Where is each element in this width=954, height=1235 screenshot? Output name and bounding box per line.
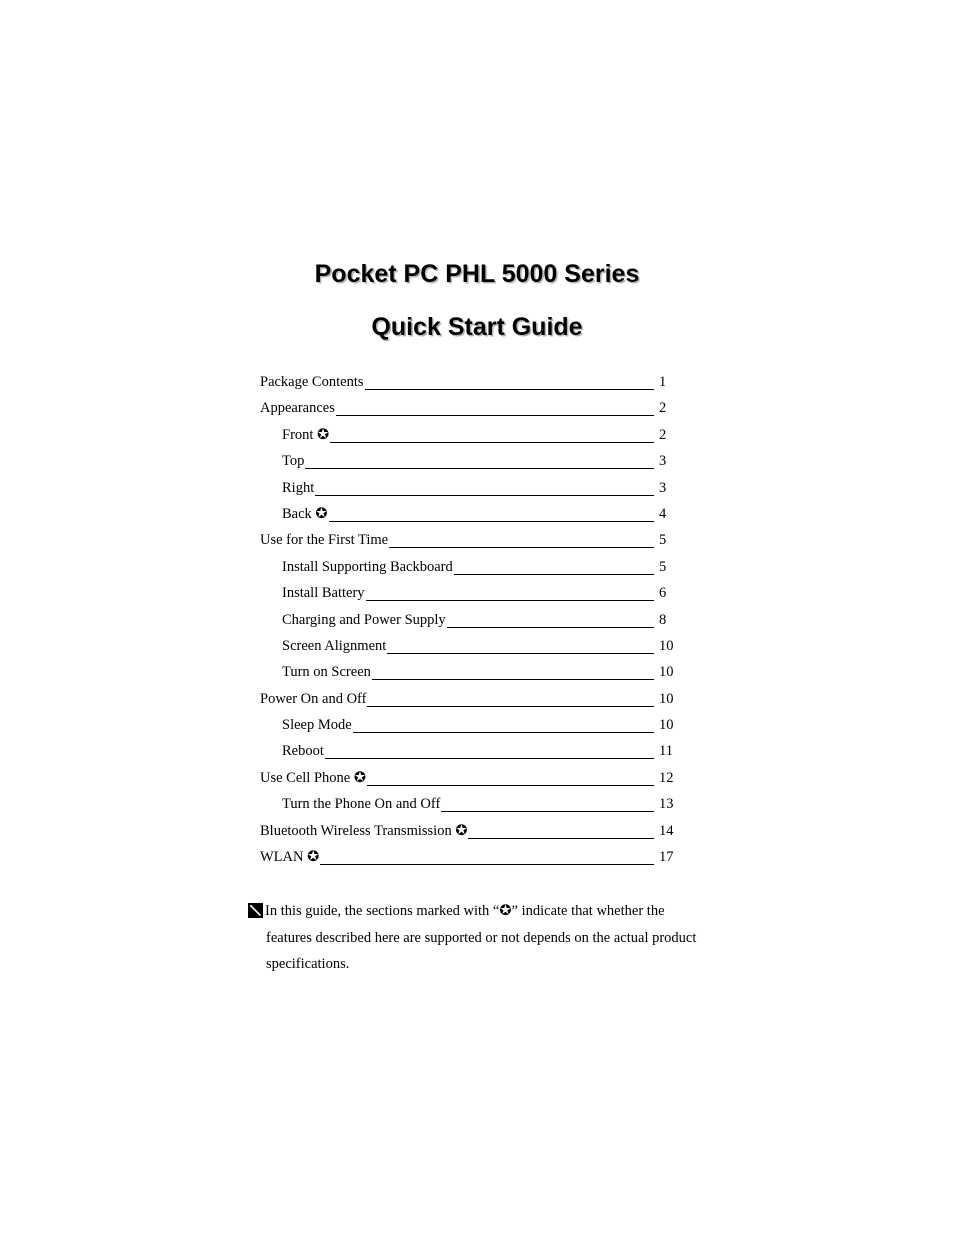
toc-entry xyxy=(260,423,700,449)
toc-entry-label: Power On and Off xyxy=(260,690,367,707)
toc-entry-page: 1 xyxy=(659,374,667,390)
toc-entry-page: 10 xyxy=(659,637,674,654)
toc-leader-line xyxy=(366,600,654,601)
toc-entry xyxy=(260,370,700,396)
toc-leader-line xyxy=(387,653,654,654)
toc-entry-page: 17 xyxy=(659,849,674,866)
toc-entry-label: Charging and Power Supply xyxy=(282,611,446,628)
toc-entry xyxy=(260,634,700,660)
toc-entry xyxy=(260,528,700,554)
note-block xyxy=(248,898,718,978)
toc-entry-page: 2 xyxy=(659,426,667,443)
toc-entry-page: 5 xyxy=(659,532,667,549)
toc-leader-line xyxy=(389,547,654,548)
toc-entry-page: 10 xyxy=(659,717,674,734)
toc-entry-page: 3 xyxy=(659,479,667,496)
toc-entry-page: 6 xyxy=(659,585,667,602)
toc-entry-label: WLAN ✪ xyxy=(260,849,320,866)
note-line: specifications. xyxy=(266,956,350,972)
toc-entry-page: 14 xyxy=(659,822,674,839)
toc-entry-page: 13 xyxy=(659,796,674,813)
toc-entry xyxy=(260,476,700,502)
toc-entry-label: Use Cell Phone ✪ xyxy=(260,769,366,786)
note-line: In this guide, the sections marked with “✪” indicate that whether the xyxy=(265,903,665,919)
toc-entry-label: Turn the Phone On and Off xyxy=(282,796,441,813)
toc-leader-line xyxy=(330,442,654,443)
toc-entry-label: Package Contents xyxy=(260,374,364,390)
toc-entry xyxy=(260,819,700,845)
toc-leader-line xyxy=(372,679,654,680)
toc-entry-label: Screen Alignment xyxy=(282,637,387,654)
toc-entry-label: Sleep Mode xyxy=(282,717,352,734)
toc-entry xyxy=(260,792,700,818)
toc-entry xyxy=(260,502,700,528)
toc-entry-label: Turn on Screen xyxy=(282,664,371,681)
toc-leader-line xyxy=(336,415,654,416)
toc-entry xyxy=(260,581,700,607)
toc-leader-line xyxy=(353,732,654,733)
toc-leader-line xyxy=(365,389,654,390)
note-line: features described here are supported or not depends on the actual product xyxy=(266,929,697,946)
toc-entry-label: Front ✪ xyxy=(282,426,330,443)
toc-leader-line xyxy=(325,758,654,759)
toc-entry-page: 10 xyxy=(659,664,674,681)
toc-leader-line xyxy=(454,574,654,575)
note-pencil-icon xyxy=(248,903,263,918)
toc-entry-page: 5 xyxy=(659,558,667,575)
toc-leader-line xyxy=(367,706,654,707)
toc-leader-line xyxy=(305,468,654,469)
toc-entry xyxy=(260,660,700,686)
note-text xyxy=(248,898,718,978)
toc-entry-label: Appearances xyxy=(260,400,335,417)
toc-entry xyxy=(260,608,700,634)
toc-entry-page: 2 xyxy=(659,400,667,417)
toc-entry-label: Top xyxy=(282,453,305,470)
toc-entry-label: Back ✪ xyxy=(282,505,328,522)
table-of-contents xyxy=(260,370,700,871)
toc-leader-line xyxy=(329,521,654,522)
toc-entry xyxy=(260,396,700,422)
toc-entry xyxy=(260,687,700,713)
document-title: Pocket PC PHL 5000 Series xyxy=(314,260,640,288)
toc-entry-page: 11 xyxy=(659,743,673,760)
toc-entry-label: Install Battery xyxy=(282,585,365,602)
toc-leader-line xyxy=(320,864,654,865)
toc-entry-label: Use for the First Time xyxy=(260,532,389,549)
toc-entry-label: Reboot xyxy=(282,743,324,760)
toc-entry-label: Right xyxy=(282,479,315,496)
document-subtitle: Quick Start Guide xyxy=(371,313,583,341)
toc-entry xyxy=(260,555,700,581)
toc-entry-page: 12 xyxy=(659,769,674,786)
toc-leader-line xyxy=(315,495,654,496)
toc-entry-page: 3 xyxy=(659,453,667,470)
toc-entry xyxy=(260,766,700,792)
toc-entry-label: Install Supporting Backboard xyxy=(282,558,453,575)
toc-entry-label: Bluetooth Wireless Transmission ✪ xyxy=(260,822,468,839)
toc-entry xyxy=(260,739,700,765)
toc-entry-page: 10 xyxy=(659,690,674,707)
toc-entry-page: 4 xyxy=(659,505,667,522)
toc-entry-page: 8 xyxy=(659,611,667,628)
toc-entry xyxy=(260,713,700,739)
toc-entry xyxy=(260,449,700,475)
toc-leader-line xyxy=(468,838,654,839)
toc-leader-line xyxy=(441,811,654,812)
toc-entry xyxy=(260,845,700,871)
toc-leader-line xyxy=(367,785,654,786)
toc-leader-line xyxy=(447,627,654,628)
